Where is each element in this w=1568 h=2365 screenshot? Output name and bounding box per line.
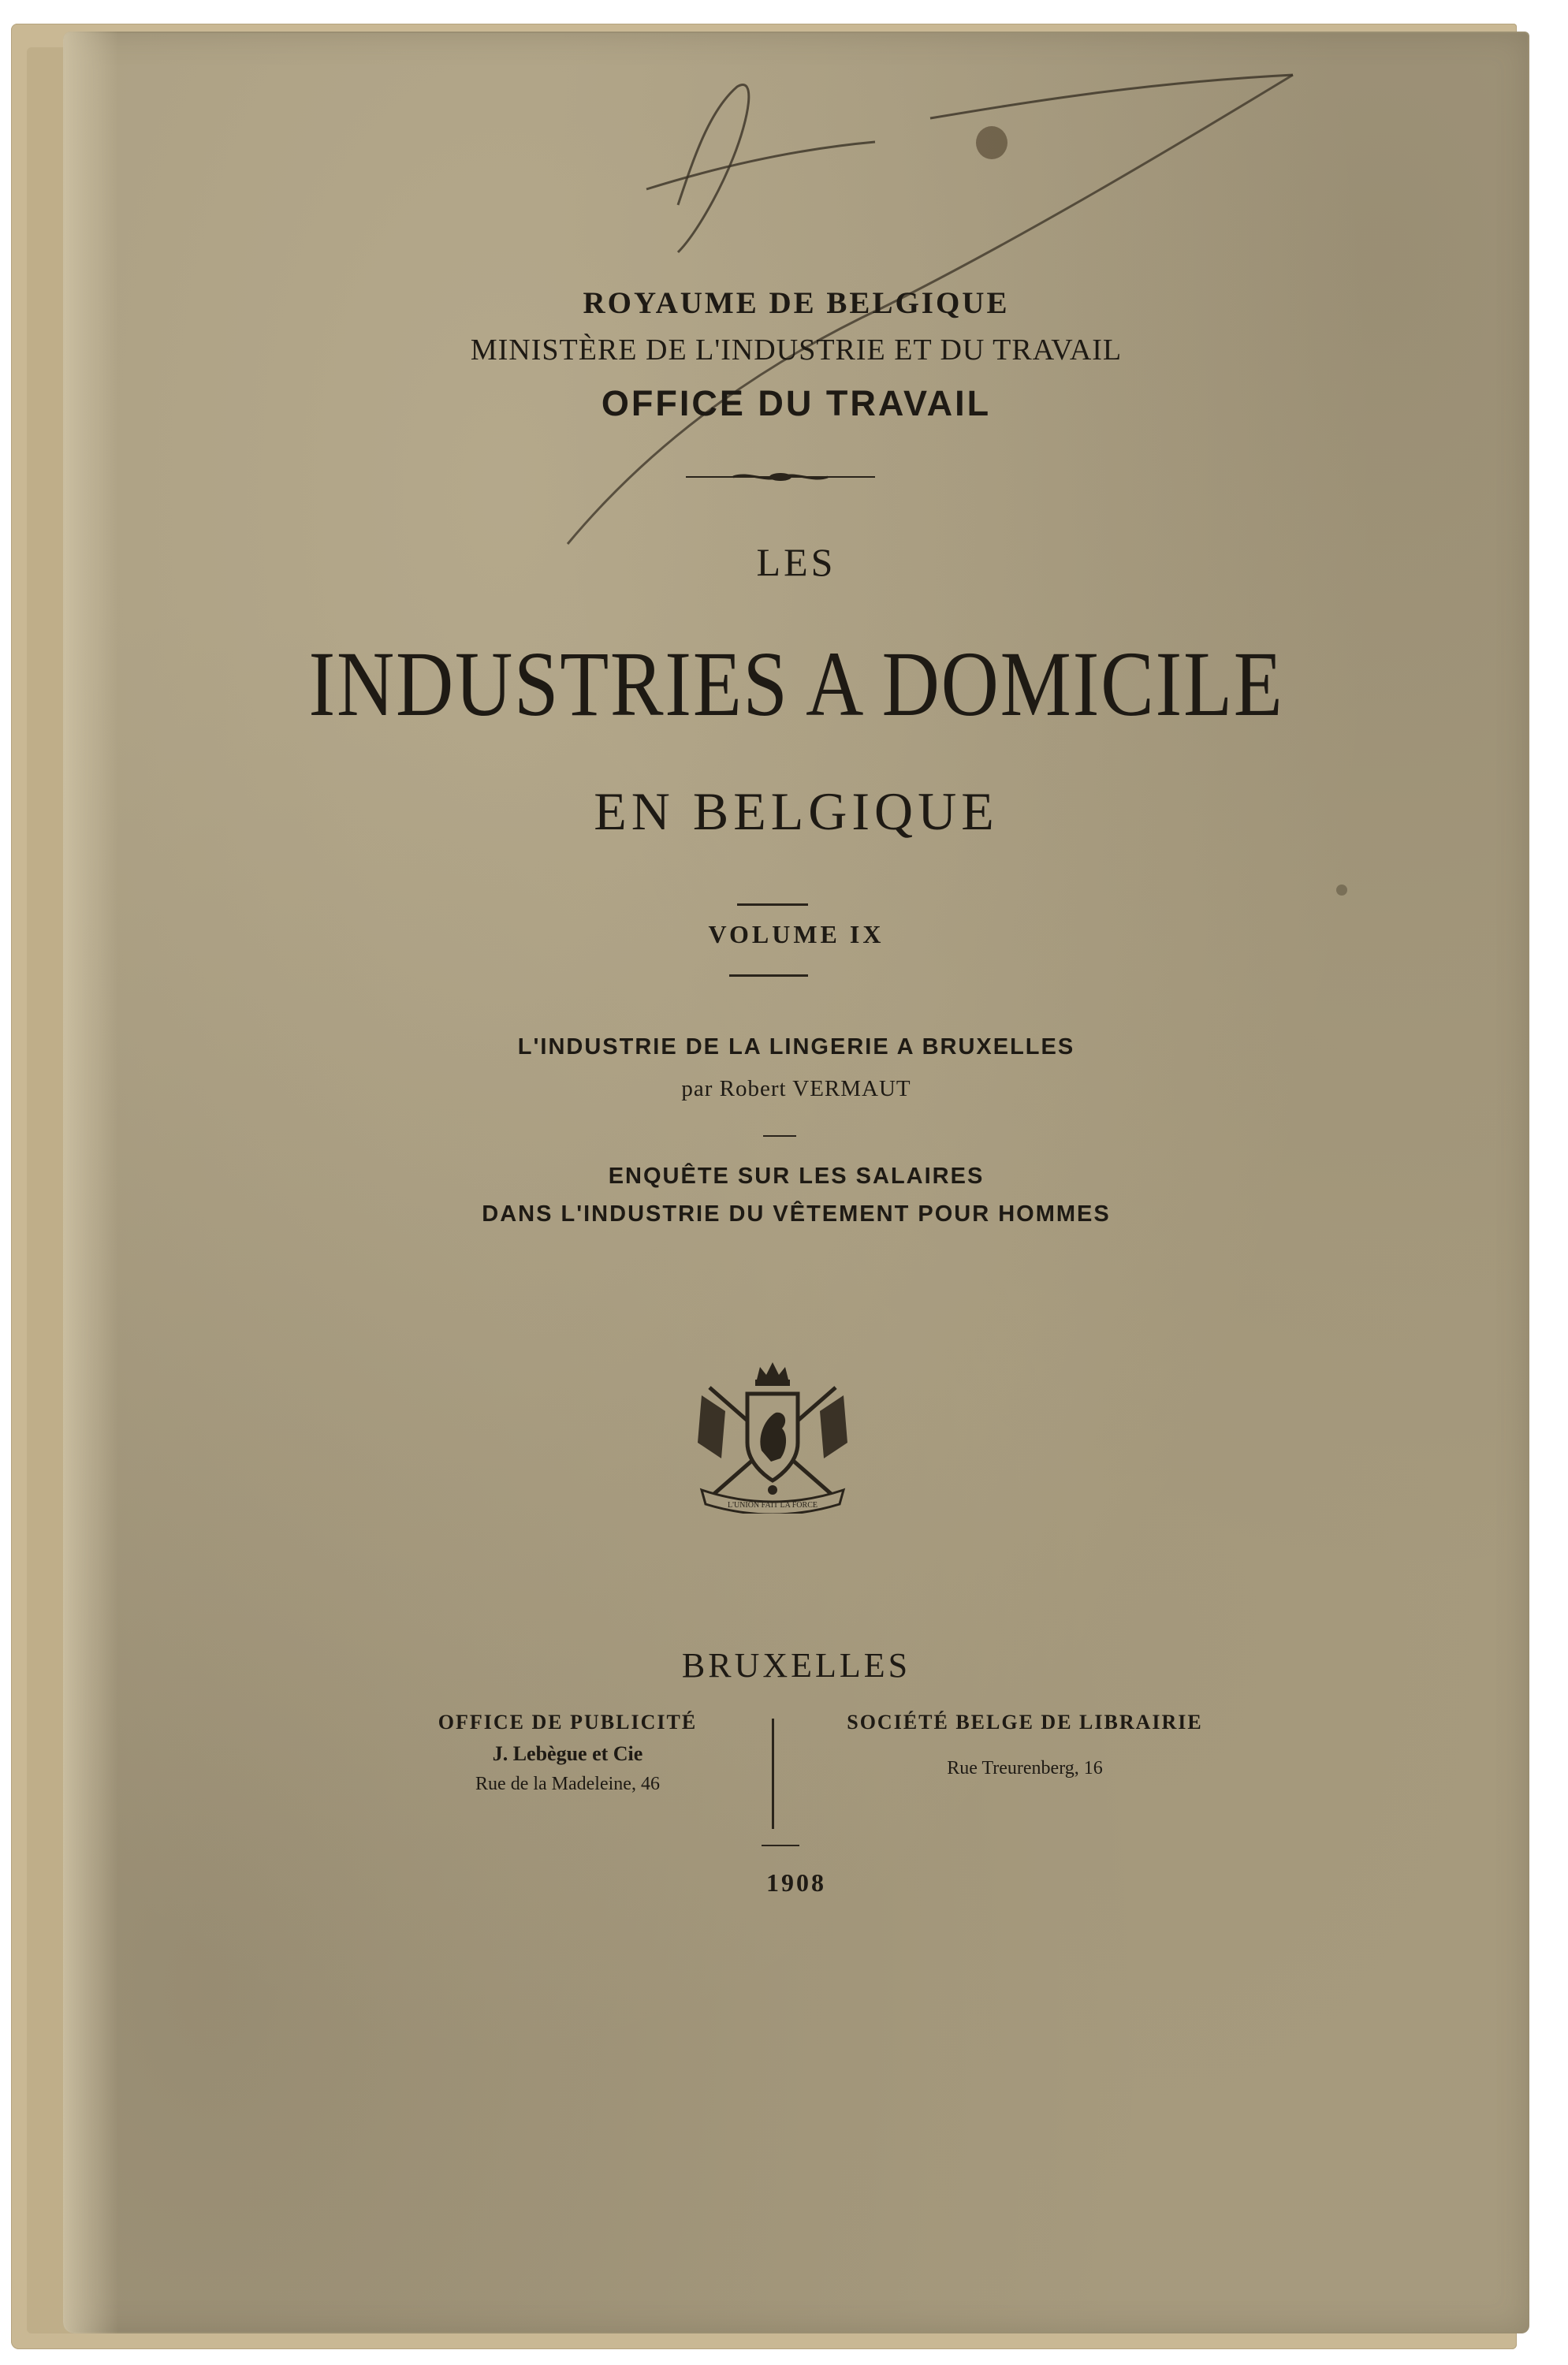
contents-divider xyxy=(763,1135,796,1137)
publisher-left-firm: J. Lebègue et Cie xyxy=(492,1742,643,1765)
publisher-left-name: OFFICE DE PUBLICITÉ xyxy=(438,1711,698,1734)
office-heading: OFFICE DU TRAVAIL xyxy=(601,383,992,423)
ink-stain xyxy=(976,126,1007,159)
title-les: LES xyxy=(756,540,836,584)
year-rule xyxy=(762,1845,799,1846)
publisher-right xyxy=(788,1711,1261,1779)
ornamental-rule-icon xyxy=(686,471,875,482)
publisher-right-name: SOCIÉTÉ BELGE DE LIBRAIRIE xyxy=(847,1711,1203,1734)
main-title: INDUSTRIES A DOMICILE xyxy=(308,632,1284,736)
study-title-lingerie: L'INDUSTRIE DE LA LINGERIE A BRUXELLES xyxy=(517,1034,1075,1060)
ministry-heading: MINISTÈRE DE L'INDUSTRIE ET DU TRAVAIL xyxy=(470,333,1123,367)
title-subtitle: EN BELGIQUE xyxy=(594,781,999,841)
publisher-divider xyxy=(772,1719,774,1829)
study-title-vetement: DANS L'INDUSTRIE DU VÊTEMENT POUR HOMMES xyxy=(482,1201,1111,1227)
publication-year: 1908 xyxy=(766,1868,826,1897)
publisher-right-address: Rue Treurenberg, 16 xyxy=(947,1758,1103,1778)
kingdom-heading: ROYAUME DE BELGIQUE xyxy=(583,286,1010,320)
study-title-salaires: ENQUÊTE SUR LES SALAIRES xyxy=(608,1164,985,1189)
publisher-left-address: Rue de la Madeleine, 46 xyxy=(475,1774,660,1794)
volume-rule-bottom xyxy=(729,974,808,977)
emblem-motto: L'UNION FAIT LA FORCE xyxy=(728,1501,818,1510)
belgian-coat-of-arms-icon xyxy=(678,1356,867,1514)
volume-rule-top xyxy=(737,903,808,906)
ink-dot xyxy=(1336,885,1347,896)
publisher-left xyxy=(347,1711,788,1795)
imprint-city: BRUXELLES xyxy=(681,1646,911,1685)
volume-label: VOLUME IX xyxy=(708,920,885,948)
author-line: par Robert VERMAUT xyxy=(681,1076,911,1101)
